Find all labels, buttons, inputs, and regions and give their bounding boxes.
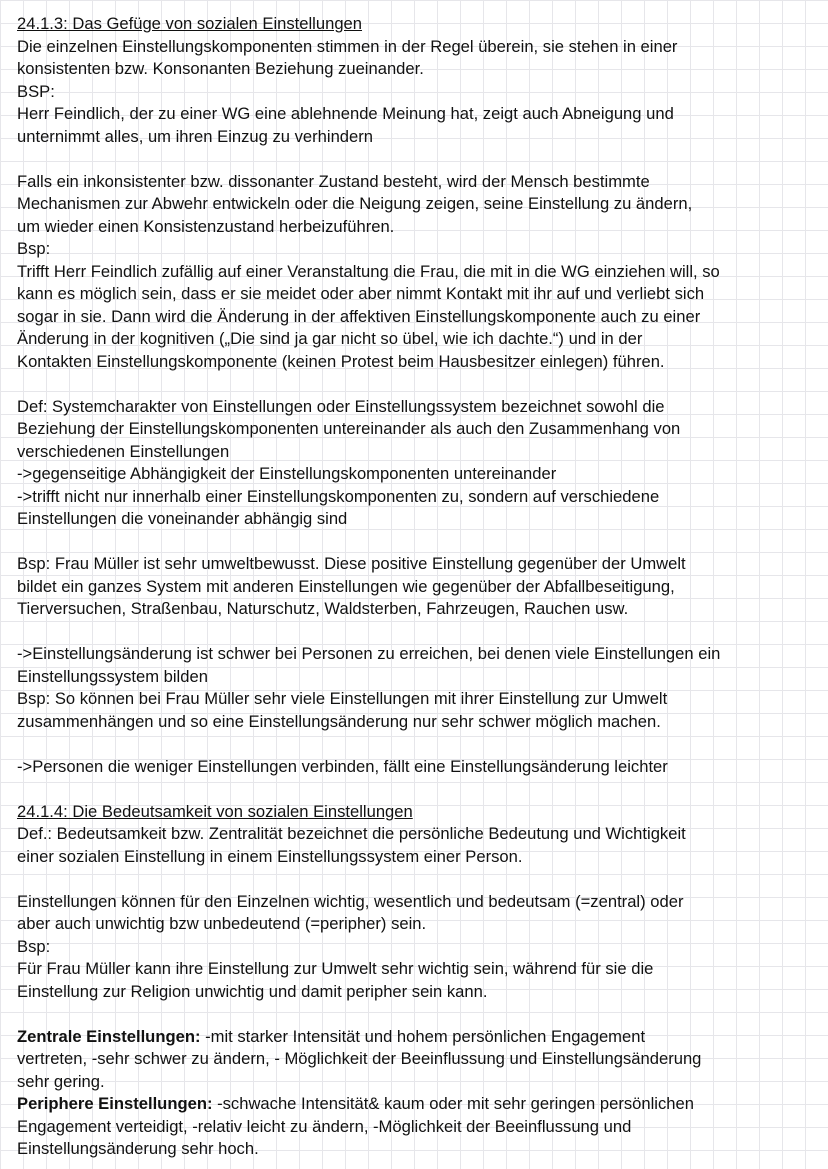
dissonance-line: Falls ein inkonsistenter bzw. dissonanter Zustand besteht, wird der Mensch bestimmte (17, 171, 650, 191)
dissonance-line: Mechanismen zur Abwehr entwickeln oder die Neigung zeigen, seine Einstellung zu ändern, (17, 194, 693, 213)
importance-line: aber auch unwichtig bzw unbedeutend (=peripher) sein. (17, 914, 427, 933)
definition-line: ->gegenseitige Abhängigkeit der Einstellungskomponenten untereinander (17, 464, 557, 483)
definition-line: Beziehung der Einstellungskomponenten untereinander als auch den Zusammenhang von (17, 419, 681, 438)
example-label: Bsp: (17, 936, 51, 956)
spacer (17, 148, 828, 171)
change-line: zusammenhängen und so eine Einstellungsänderung nur sehr schwer möglich machen. (17, 711, 661, 731)
peripheral-attitudes-text: -schwache Intensität& kaum oder mit sehr geringen persönlichen (212, 1094, 694, 1113)
central-attitudes-line (17, 1026, 828, 1049)
example-line: bildet ein ganzes System mit anderen Einstellungen wie gegenüber der Abfallbeseitigung, (17, 576, 675, 596)
definition-line: Def: Systemcharakter von Einstellungen oder Einstellungssystem bezeichnet sowohl die (17, 396, 665, 416)
central-attitudes-label: Zentrale Einstellungen: (17, 1026, 201, 1046)
example-line: Kontakten Einstellungskomponente (keinen Protest beim Hausbesitzer einlegen) führen. (17, 351, 665, 371)
definition-line: Def.: Bedeutsamkeit bzw. Zentralität bezeichnet die persönliche Bedeutung und Wichtigkeit (17, 824, 686, 843)
change-line: Einstellungssystem bilden (17, 666, 208, 686)
spacer (17, 1003, 828, 1026)
dissonance-line: um wieder einen Konsistenzustand herbeizuführen. (17, 216, 395, 236)
example-line: Trifft Herr Feindlich zufällig auf einer Veranstaltung die Frau, die mit in die WG einziehen will, so (17, 261, 720, 281)
conclusion-line: ->Personen die weniger Einstellungen verbinden, fällt eine Einstellungsänderung leichter (17, 756, 668, 776)
intro-line: Die einzelnen Einstellungskomponenten stimmen in der Regel überein, sie stehen in einer (17, 36, 678, 56)
importance-line: Einstellungen können für den Einzelnen wichtig, wesentlich und bedeutsam (=zentral) oder (17, 891, 684, 911)
example-line: Bsp: Frau Müller ist sehr umweltbewusst. Diese positive Einstellung gegenüber der Umwelt (17, 554, 686, 573)
spacer (17, 868, 828, 891)
spacer (17, 373, 828, 396)
example-line: kann es möglich sein, dass er sie meidet oder aber nimmt Kontakt mit ihr auf und verliebt sich (17, 284, 705, 303)
example-line: Herr Feindlich, der zu einer WG eine ablehnende Meinung hat, zeigt auch Abneigung und (17, 104, 674, 123)
example-line: Tierversuchen, Straßenbau, Naturschutz, Waldsterben, Fahrzeugen, Rauchen usw. (17, 599, 629, 618)
section-heading-gefuege: 24.1.3: Das Gefüge von sozialen Einstellungen (17, 14, 363, 33)
example-line: sogar in sie. Dann wird die Änderung in der affektiven Einstellungskomponente auch zu einer (17, 306, 701, 326)
central-attitudes-line: sehr gering. (17, 1071, 105, 1091)
change-line: Bsp: So können bei Frau Müller sehr viele Einstellungen mit ihrer Einstellung zur Umwelt (17, 689, 668, 708)
spacer (17, 733, 828, 756)
intro-line: konsistenten bzw. Konsonanten Beziehung zueinander. (17, 59, 424, 78)
definition-line: ->trifft nicht nur innerhalb einer Einstellungskomponenten zu, sondern auf verschiedene (17, 486, 660, 506)
example-line: unternimmt alles, um ihren Einzug zu verhindern (17, 126, 374, 146)
example-line: Für Frau Müller kann ihre Einstellung zur Umwelt sehr wichtig sein, während für sie die (17, 959, 654, 978)
definition-line: einer sozialen Einstellung in einem Einstellungssystem einer Person. (17, 846, 523, 866)
central-attitudes-text: -mit starker Intensität und hohem persönlichen Engagement (200, 1026, 646, 1046)
spacer (17, 621, 828, 644)
peripheral-attitudes-line: Einstellungsänderung sehr hoch. (17, 1139, 259, 1158)
change-line: ->Einstellungsänderung ist schwer bei Personen zu erreichen, bei denen viele Einstellungen ein (17, 644, 721, 663)
example-line: Einstellung zur Religion unwichtig und damit peripher sein kann. (17, 981, 488, 1001)
definition-line: verschiedenen Einstellungen (17, 441, 230, 461)
central-attitudes-line: vertreten, -sehr schwer zu ändern, - Möglichkeit der Beeinflussung und Einstellungsänderung (17, 1049, 702, 1068)
spacer (17, 531, 828, 554)
peripheral-attitudes-label: Periphere Einstellungen: (17, 1094, 213, 1113)
spacer (17, 778, 828, 801)
example-label: Bsp: (17, 239, 51, 258)
example-line: Änderung in der kognitiven („Die sind ja gar nicht so übel, wie ich dachte.“) und in der (17, 329, 643, 348)
definition-line: Einstellungen die voneinander abhängig sind (17, 509, 348, 528)
peripheral-attitudes-line (17, 1093, 828, 1116)
example-label: BSP: (17, 81, 55, 101)
peripheral-attitudes-line: Engagement verteidigt, -relativ leicht zu ändern, -Möglichkeit der Beeinflussung und (17, 1116, 632, 1136)
section-heading-bedeutsamkeit: 24.1.4: Die Bedeutsamkeit von sozialen Einstellungen (17, 801, 413, 821)
